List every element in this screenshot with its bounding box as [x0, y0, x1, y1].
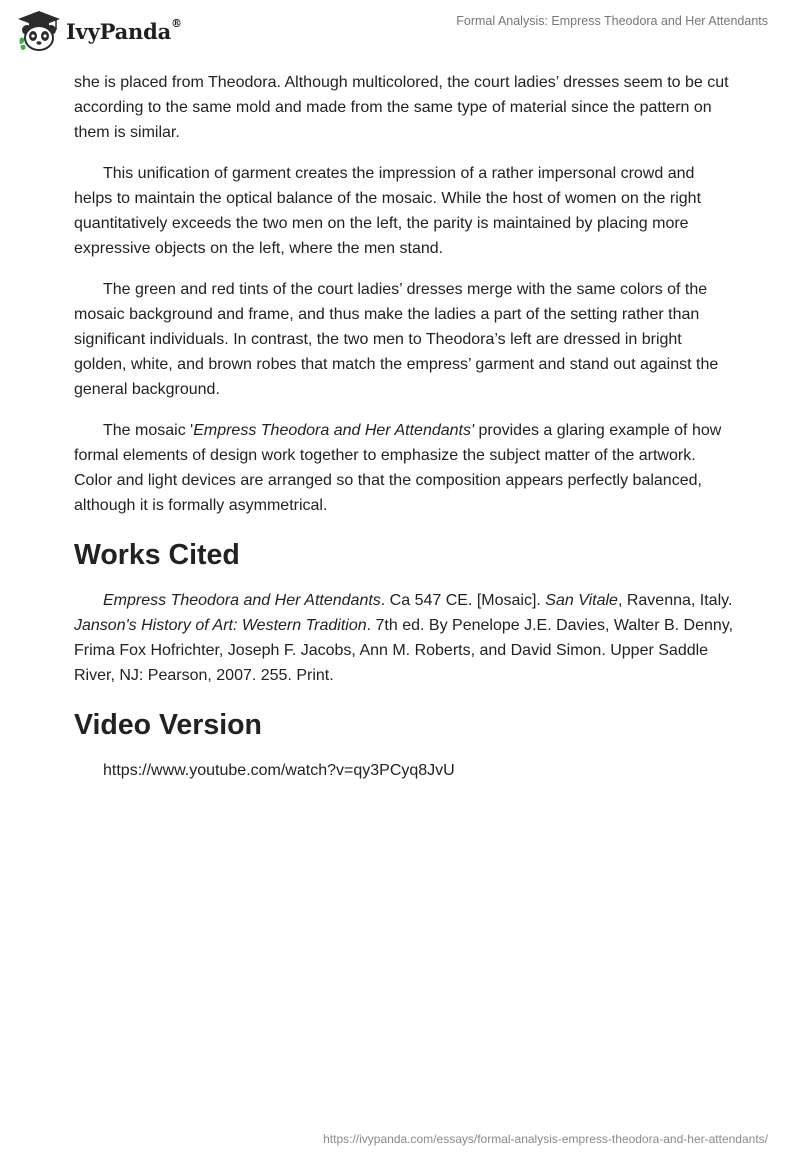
source-url[interactable]: https://ivypanda.com/essays/formal-analysis-empress-theodora-and-her-attendants/ [323, 1132, 768, 1146]
ivypanda-logo[interactable] [16, 8, 182, 54]
works-cited-heading: Works Cited [74, 539, 240, 571]
video-link[interactable]: https://www.youtube.com/watch?v=qy3PCyq8JvU [103, 762, 455, 779]
page-header [0, 0, 800, 70]
citation: Empress Theodora and Her Attendants. Ca 547 CE. [Mosaic]. San Vitale, Ravenna, Italy. Janson's History of Art: Western Tradition. 7th ed. By Penelope J.E. Davies, Walter B. Denny, Frima Fox Hofrichter, Joseph F. Jacobs, Ann M. Roberts, and David Simon. Upper Saddle River, NJ: Pearson, 2007. 255. Print. [74, 592, 734, 684]
paragraph: This unification of garment creates the impression of a rather impersonal crowd and helps to maintain the optical balance of the mosaic. While the host of women on the right quantitatively exceeds the two men on the left, the parity is maintained by placing more expressive objects on the left, where the men stand. [74, 165, 702, 257]
paragraph: The mosaic 'Empress Theodora and Her Attendants' provides a glaring example of how formal elements of design work together to emphasize the subject matter of the artwork. Color and light devices are arranged so that the composition appears perfectly balanced, although it is formally asymmetrical. [74, 422, 722, 514]
document-title: Formal Analysis: Empress Theodora and Her Attendants [456, 14, 768, 28]
panda-graduate-icon [16, 8, 62, 54]
video-version-heading: Video Version [74, 709, 262, 741]
essay-content [74, 70, 734, 799]
logo-wordmark: IvyPanda® [66, 16, 182, 44]
paragraph: she is placed from Theodora. Although multicolored, the court ladies’ dresses seem to be cut according to the same mold and made from the same type of material since the pattern on them is similar. [74, 74, 729, 141]
paragraph: The green and red tints of the court ladies’ dresses merge with the same colors of the mosaic background and frame, and thus make the ladies a part of the setting rather than significant individuals. In contrast, the two men to Theodora’s left are dressed in bright golden, white, and brown robes that match the empress’ garment and stand out against the general background. [74, 281, 719, 398]
